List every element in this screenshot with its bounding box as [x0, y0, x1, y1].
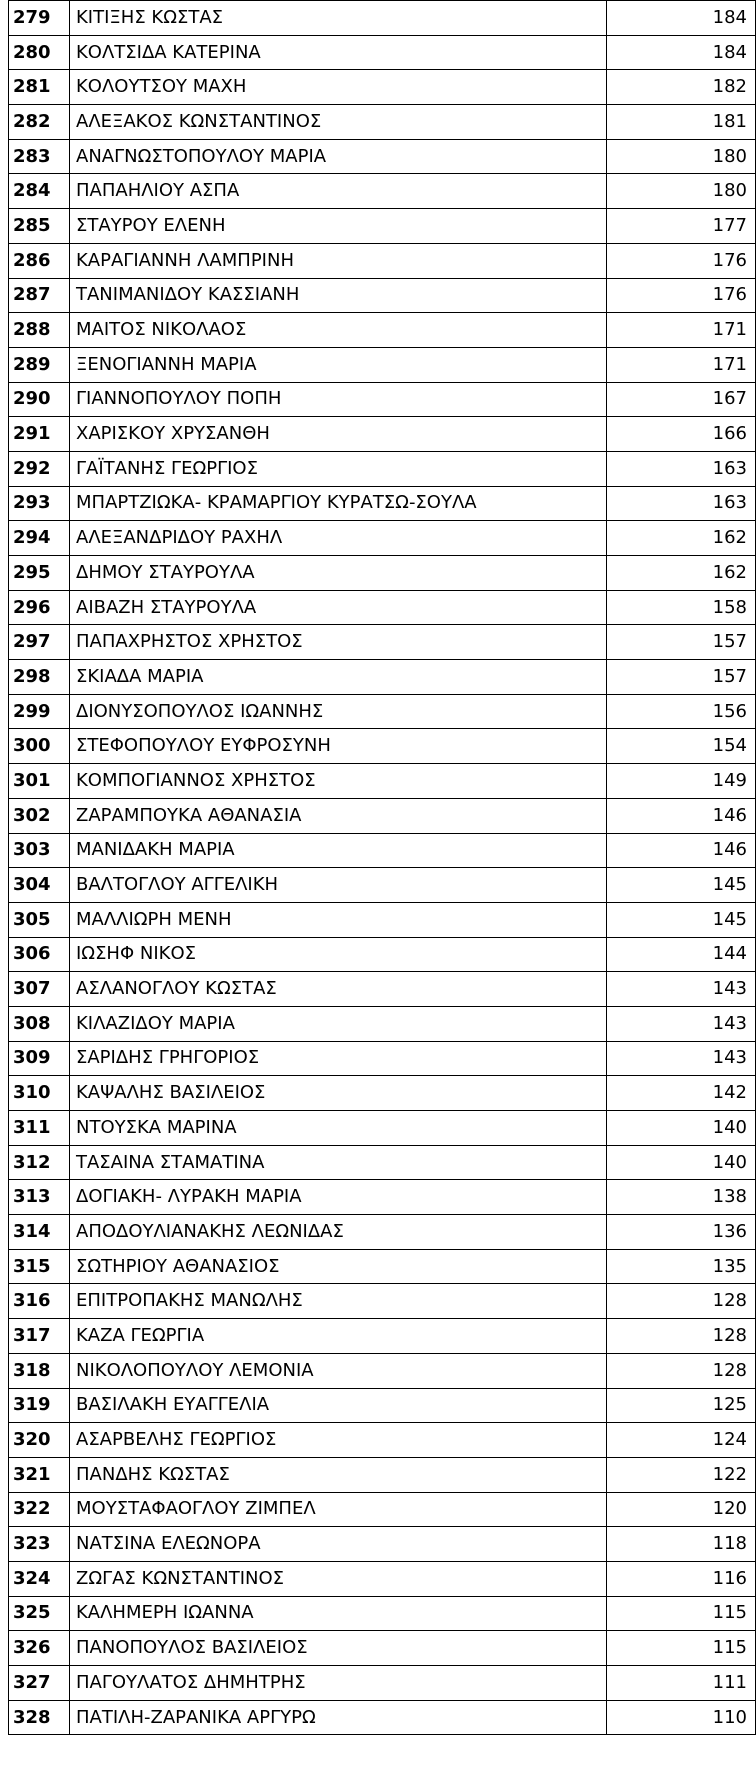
table-row — [9, 660, 756, 695]
score-cell: 145 — [607, 868, 756, 903]
name-cell: ΣΤΕΦΟΠΟΥΛΟΥ ΕΥΦΡΟΣΥΝΗ — [70, 729, 607, 764]
name-cell: ΝΙΚΟΛΟΠΟΥΛΟΥ ΛΕΜΟΝΙΑ — [70, 1353, 607, 1388]
score-cell: 176 — [607, 243, 756, 278]
score-cell: 156 — [607, 694, 756, 729]
name-cell: ΑΛΕΞΑΚΟΣ ΚΩΝΣΤΑΝΤΙΝΟΣ — [70, 105, 607, 140]
table-row — [9, 868, 756, 903]
rank-cell: 282 — [9, 105, 70, 140]
score-cell: 181 — [607, 105, 756, 140]
rank-cell: 309 — [9, 1041, 70, 1076]
name-cell: ΑΣΑΡΒΕΛΗΣ ΓΕΩΡΓΙΟΣ — [70, 1423, 607, 1458]
score-cell: 118 — [607, 1527, 756, 1562]
table-row — [9, 1249, 756, 1284]
table-row — [9, 1215, 756, 1250]
rank-cell: 311 — [9, 1111, 70, 1146]
table-row — [9, 1492, 756, 1527]
score-cell: 115 — [607, 1596, 756, 1631]
name-cell: ΚΑΨΑΛΗΣ ΒΑΣΙΛΕΙΟΣ — [70, 1076, 607, 1111]
name-cell: ΜΑΛΛΙΩΡΗ ΜΕΝΗ — [70, 902, 607, 937]
score-cell: 120 — [607, 1492, 756, 1527]
results-table-body — [9, 1, 756, 1735]
table-row — [9, 1596, 756, 1631]
score-cell: 184 — [607, 35, 756, 70]
table-row — [9, 243, 756, 278]
table-row — [9, 521, 756, 556]
table-row — [9, 1076, 756, 1111]
rank-cell: 297 — [9, 625, 70, 660]
score-cell: 146 — [607, 798, 756, 833]
table-row — [9, 1284, 756, 1319]
rank-cell: 325 — [9, 1596, 70, 1631]
score-cell: 143 — [607, 972, 756, 1007]
rank-cell: 279 — [9, 1, 70, 36]
score-cell: 143 — [607, 1041, 756, 1076]
score-cell: 122 — [607, 1457, 756, 1492]
name-cell: ΔΟΓΙΑΚΗ- ΛΥΡΑΚΗ ΜΑΡΙΑ — [70, 1180, 607, 1215]
score-cell: 143 — [607, 1006, 756, 1041]
results-table — [8, 0, 756, 1735]
name-cell: ΒΑΛΤΟΓΛΟΥ ΑΓΓΕΛΙΚΗ — [70, 868, 607, 903]
table-row — [9, 972, 756, 1007]
rank-cell: 299 — [9, 694, 70, 729]
name-cell: ΚΟΛΟΥΤΣΟΥ ΜΑΧΗ — [70, 70, 607, 105]
table-row — [9, 174, 756, 209]
table-row — [9, 1700, 756, 1735]
name-cell: ΠΑΠΑΗΛΙΟΥ ΑΣΠΑ — [70, 174, 607, 209]
name-cell: ΚΟΜΠΟΓΙΑΝΝΟΣ ΧΡΗΣΤΟΣ — [70, 764, 607, 799]
table-row — [9, 451, 756, 486]
table-row — [9, 729, 756, 764]
name-cell: ΖΑΡΑΜΠΟΥΚΑ ΑΘΑΝΑΣΙΑ — [70, 798, 607, 833]
rank-cell: 296 — [9, 590, 70, 625]
name-cell: ΚΟΛΤΣΙΔΑ ΚΑΤΕΡΙΝΑ — [70, 35, 607, 70]
name-cell: ΑΣΛΑΝΟΓΛΟΥ ΚΩΣΤΑΣ — [70, 972, 607, 1007]
rank-cell: 318 — [9, 1353, 70, 1388]
rank-cell: 286 — [9, 243, 70, 278]
rank-cell: 303 — [9, 833, 70, 868]
score-cell: 128 — [607, 1353, 756, 1388]
table-row — [9, 70, 756, 105]
score-cell: 154 — [607, 729, 756, 764]
table-row — [9, 486, 756, 521]
name-cell: ΝΤΟΥΣΚΑ ΜΑΡΙΝΑ — [70, 1111, 607, 1146]
rank-cell: 290 — [9, 382, 70, 417]
rank-cell: 323 — [9, 1527, 70, 1562]
rank-cell: 315 — [9, 1249, 70, 1284]
score-cell: 162 — [607, 521, 756, 556]
score-cell: 184 — [607, 1, 756, 36]
score-cell: 177 — [607, 209, 756, 244]
score-cell: 145 — [607, 902, 756, 937]
table-row — [9, 1319, 756, 1354]
rank-cell: 288 — [9, 313, 70, 348]
name-cell: ΤΑΝΙΜΑΝΙΔΟΥ ΚΑΣΣΙΑΝΗ — [70, 278, 607, 313]
name-cell: ΚΑΛΗΜΕΡΗ ΙΩΑΝΝΑ — [70, 1596, 607, 1631]
score-cell: 146 — [607, 833, 756, 868]
rank-cell: 320 — [9, 1423, 70, 1458]
table-row — [9, 764, 756, 799]
rank-cell: 307 — [9, 972, 70, 1007]
score-cell: 124 — [607, 1423, 756, 1458]
name-cell: ΔΙΟΝΥΣΟΠΟΥΛΟΣ ΙΩΑΝΝΗΣ — [70, 694, 607, 729]
score-cell: 180 — [607, 174, 756, 209]
table-row — [9, 1, 756, 36]
table-row — [9, 1666, 756, 1701]
score-cell: 116 — [607, 1561, 756, 1596]
table-row — [9, 278, 756, 313]
table-row — [9, 694, 756, 729]
name-cell: ΝΑΤΣΙΝΑ ΕΛΕΩΝΟΡΑ — [70, 1527, 607, 1562]
score-cell: 176 — [607, 278, 756, 313]
score-cell: 110 — [607, 1700, 756, 1735]
table-row — [9, 347, 756, 382]
table-row — [9, 1388, 756, 1423]
rank-cell: 328 — [9, 1700, 70, 1735]
rank-cell: 284 — [9, 174, 70, 209]
rank-cell: 289 — [9, 347, 70, 382]
rank-cell: 292 — [9, 451, 70, 486]
name-cell: ΕΠΙΤΡΟΠΑΚΗΣ ΜΑΝΩΛΗΣ — [70, 1284, 607, 1319]
name-cell: ΠΑΠΑΧΡΗΣΤΟΣ ΧΡΗΣΤΟΣ — [70, 625, 607, 660]
score-cell: 167 — [607, 382, 756, 417]
name-cell: ΔΗΜΟΥ ΣΤΑΥΡΟΥΛΑ — [70, 556, 607, 591]
rank-cell: 314 — [9, 1215, 70, 1250]
score-cell: 171 — [607, 347, 756, 382]
score-cell: 180 — [607, 139, 756, 174]
name-cell: ΑΙΒΑΖΗ ΣΤΑΥΡΟΥΛΑ — [70, 590, 607, 625]
rank-cell: 322 — [9, 1492, 70, 1527]
score-cell: 163 — [607, 486, 756, 521]
name-cell: ΓΙΑΝΝΟΠΟΥΛΟΥ ΠΟΠΗ — [70, 382, 607, 417]
name-cell: ΤΑΣΑΙΝΑ ΣΤΑΜΑΤΙΝΑ — [70, 1145, 607, 1180]
table-row — [9, 382, 756, 417]
table-row — [9, 1145, 756, 1180]
rank-cell: 301 — [9, 764, 70, 799]
name-cell: ΜΑΙΤΟΣ ΝΙΚΟΛΑΟΣ — [70, 313, 607, 348]
rank-cell: 293 — [9, 486, 70, 521]
rank-cell: 304 — [9, 868, 70, 903]
score-cell: 157 — [607, 660, 756, 695]
score-cell: 128 — [607, 1319, 756, 1354]
table-row — [9, 1457, 756, 1492]
table-row — [9, 313, 756, 348]
table-row — [9, 590, 756, 625]
score-cell: 144 — [607, 937, 756, 972]
score-cell: 135 — [607, 1249, 756, 1284]
table-row — [9, 1631, 756, 1666]
score-cell: 171 — [607, 313, 756, 348]
name-cell: ΚΙΤΙΞΗΣ ΚΩΣΤΑΣ — [70, 1, 607, 36]
table-row — [9, 902, 756, 937]
table-row — [9, 1041, 756, 1076]
name-cell: ΣΩΤΗΡΙΟΥ ΑΘΑΝΑΣΙΟΣ — [70, 1249, 607, 1284]
score-cell: 115 — [607, 1631, 756, 1666]
score-cell: 111 — [607, 1666, 756, 1701]
rank-cell: 317 — [9, 1319, 70, 1354]
rank-cell: 295 — [9, 556, 70, 591]
score-cell: 136 — [607, 1215, 756, 1250]
score-cell: 149 — [607, 764, 756, 799]
score-cell: 158 — [607, 590, 756, 625]
table-row — [9, 1423, 756, 1458]
score-cell: 166 — [607, 417, 756, 452]
name-cell: ΚΑΖΑ ΓΕΩΡΓΙΑ — [70, 1319, 607, 1354]
rank-cell: 300 — [9, 729, 70, 764]
name-cell: ΣΚΙΑΔΑ ΜΑΡΙΑ — [70, 660, 607, 695]
table-row — [9, 1111, 756, 1146]
name-cell: ΣΑΡΙΔΗΣ ΓΡΗΓΟΡΙΟΣ — [70, 1041, 607, 1076]
table-row — [9, 1527, 756, 1562]
table-row — [9, 833, 756, 868]
rank-cell: 302 — [9, 798, 70, 833]
name-cell: ΑΝΑΓΝΩΣΤΟΠΟΥΛΟΥ ΜΑΡΙΑ — [70, 139, 607, 174]
table-row — [9, 209, 756, 244]
rank-cell: 283 — [9, 139, 70, 174]
table-row — [9, 1353, 756, 1388]
table-row — [9, 35, 756, 70]
rank-cell: 291 — [9, 417, 70, 452]
rank-cell: 298 — [9, 660, 70, 695]
rank-cell: 327 — [9, 1666, 70, 1701]
rank-cell: 316 — [9, 1284, 70, 1319]
table-row — [9, 625, 756, 660]
rank-cell: 321 — [9, 1457, 70, 1492]
table-row — [9, 139, 756, 174]
score-cell: 142 — [607, 1076, 756, 1111]
table-row — [9, 1006, 756, 1041]
rank-cell: 308 — [9, 1006, 70, 1041]
rank-cell: 324 — [9, 1561, 70, 1596]
rank-cell: 285 — [9, 209, 70, 244]
score-cell: 128 — [607, 1284, 756, 1319]
table-row — [9, 417, 756, 452]
rank-cell: 306 — [9, 937, 70, 972]
name-cell: ΞΕΝΟΓΙΑΝΝΗ ΜΑΡΙΑ — [70, 347, 607, 382]
table-row — [9, 1561, 756, 1596]
score-cell: 182 — [607, 70, 756, 105]
score-cell: 140 — [607, 1111, 756, 1146]
table-row — [9, 937, 756, 972]
score-cell: 163 — [607, 451, 756, 486]
score-cell: 157 — [607, 625, 756, 660]
score-cell: 125 — [607, 1388, 756, 1423]
rank-cell: 319 — [9, 1388, 70, 1423]
rank-cell: 287 — [9, 278, 70, 313]
name-cell: ΠΑΓΟΥΛΑΤΟΣ ΔΗΜΗΤΡΗΣ — [70, 1666, 607, 1701]
name-cell: ΜΟΥΣΤΑΦΑΟΓΛΟΥ ΖΙΜΠΕΛ — [70, 1492, 607, 1527]
name-cell: ΚΙΛΑΖΙΔΟΥ ΜΑΡΙΑ — [70, 1006, 607, 1041]
name-cell: ΣΤΑΥΡΟΥ ΕΛΕΝΗ — [70, 209, 607, 244]
name-cell: ΚΑΡΑΓΙΑΝΝΗ ΛΑΜΠΡΙΝΗ — [70, 243, 607, 278]
name-cell: ΙΩΣΗΦ ΝΙΚΟΣ — [70, 937, 607, 972]
rank-cell: 310 — [9, 1076, 70, 1111]
name-cell: ΧΑΡΙΣΚΟΥ ΧΡΥΣΑΝΘΗ — [70, 417, 607, 452]
rank-cell: 305 — [9, 902, 70, 937]
rank-cell: 312 — [9, 1145, 70, 1180]
rank-cell: 280 — [9, 35, 70, 70]
name-cell: ΠΑΝΟΠΟΥΛΟΣ ΒΑΣΙΛΕΙΟΣ — [70, 1631, 607, 1666]
rank-cell: 281 — [9, 70, 70, 105]
name-cell: ΑΛΕΞΑΝΔΡΙΔΟΥ ΡΑΧΗΛ — [70, 521, 607, 556]
table-row — [9, 105, 756, 140]
table-row — [9, 1180, 756, 1215]
rank-cell: 313 — [9, 1180, 70, 1215]
rank-cell: 294 — [9, 521, 70, 556]
name-cell: ΠΑΤΙΛΗ-ΖΑΡΑΝΙΚΑ ΑΡΓΥΡΩ — [70, 1700, 607, 1735]
name-cell: ΜΠΑΡΤΖΙΩΚΑ- ΚΡΑΜΑΡΓΙΟΥ ΚΥΡΑΤΣΩ-ΣΟΥΛΑ — [70, 486, 607, 521]
name-cell: ΓΑΪΤΑΝΗΣ ΓΕΩΡΓΙΟΣ — [70, 451, 607, 486]
name-cell: ΒΑΣΙΛΑΚΗ ΕΥΑΓΓΕΛΙΑ — [70, 1388, 607, 1423]
score-cell: 138 — [607, 1180, 756, 1215]
score-cell: 162 — [607, 556, 756, 591]
rank-cell: 326 — [9, 1631, 70, 1666]
name-cell: ΑΠΟΔΟΥΛΙΑΝΑΚΗΣ ΛΕΩΝΙΔΑΣ — [70, 1215, 607, 1250]
name-cell: ΖΩΓΑΣ ΚΩΝΣΤΑΝΤΙΝΟΣ — [70, 1561, 607, 1596]
name-cell: ΜΑΝΙΔΑΚΗ ΜΑΡΙΑ — [70, 833, 607, 868]
table-row — [9, 798, 756, 833]
table-row — [9, 556, 756, 591]
name-cell: ΠΑΝΔΗΣ ΚΩΣΤΑΣ — [70, 1457, 607, 1492]
score-cell: 140 — [607, 1145, 756, 1180]
